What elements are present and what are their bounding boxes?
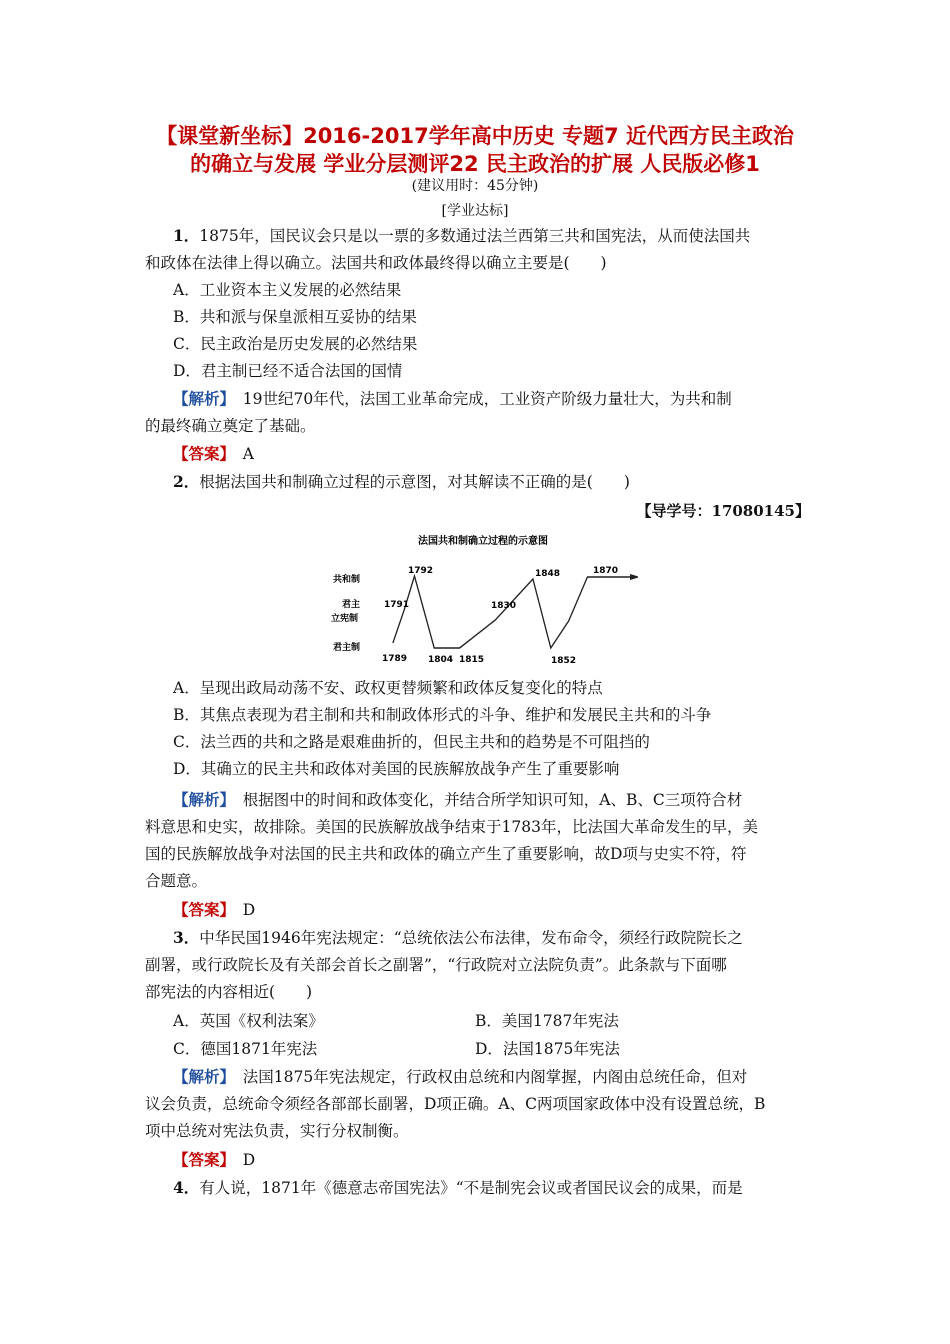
republic-process-diagram (328, 528, 638, 673)
q3-option-d: D．法国1875年宪法 (475, 1040, 620, 1058)
q2-option-d: D．其确立的民主共和政体对美国的民族解放战争产生了重要影响 (173, 760, 620, 778)
q3-text-1: 中华民国1946年宪法规定：“总统依法公布法律，发布命令，须经行政院院长之 (199, 929, 743, 947)
diagram-year-1852: 1852 (551, 656, 577, 666)
q2-option-c: C．法兰西的共和之路是艰难曲折的，但民主共和的趋势是不可阻挡的 (173, 733, 650, 751)
q1-analysis-tag: 【解析】 (173, 389, 228, 408)
q2-analysis-2: 料意思和史实，故排除。美国的民族解放战争结束于1783年，比法国大革命发生的早，美 (145, 818, 758, 836)
q2-answer (173, 900, 838, 920)
q3-answer-value: D (227, 1151, 256, 1169)
q1-answer-value: A (227, 445, 254, 463)
q3-analysis-text-1: 法国1875年宪法规定，行政权由总统和内阁掌握，内阁由总统任命，但对 (227, 1068, 748, 1086)
q2-stem-1 (173, 472, 838, 492)
q2-analysis-4: 合题意。 (145, 872, 208, 890)
q1-stem-2: 和政体在法律上得以确立。法国共和政体最终得以确立主要是( ) (145, 254, 607, 272)
q1-number: 1． (173, 226, 200, 245)
q3-analysis-3: 项中总统对宪法负责，实行分权制衡。 (145, 1122, 409, 1140)
q4-text-1: 有人说，1871年《德意志帝国宪法》“不是制宪会议或者国民议会的成果，而是 (199, 1179, 743, 1197)
q3-option-a: A．英国《权利法案》 (173, 1012, 324, 1030)
section-heading: [学业达标] (441, 203, 509, 219)
q1-analysis-2: 的最终确立奠定了基础。 (145, 417, 316, 435)
diagram-year-1791: 1791 (384, 600, 410, 610)
q4-number: 4． (173, 1178, 200, 1197)
q3-analysis-tag: 【解析】 (173, 1067, 228, 1086)
diagram-row-constitutional-2: 立宪制 (331, 614, 359, 624)
q3-stem-2: 副署，或行政院长及有关部会首长之副署”，“行政院对立法院负责”。此条款与下面哪 (145, 956, 727, 974)
diagram-row-republic: 共和制 (333, 575, 361, 585)
diagram-year-1804: 1804 (428, 655, 454, 665)
q3-number: 3． (173, 928, 200, 947)
q3-option-c: C．德国1871年宪法 (173, 1040, 318, 1058)
q3-stem-1 (173, 928, 838, 948)
q3-analysis-2: 议会负责，总统命令须经各部部长副署，D项正确。A、C两项国家政体中没有设置总统，B (145, 1095, 766, 1113)
q3-answer (173, 1150, 838, 1170)
doc-title-line-1: 【课堂新坐标】2016-2017学年高中历史 专题7 近代西方民主政治 (156, 124, 794, 148)
q2-analysis-text-1: 根据图中的时间和政体变化，并结合所学知识可知，A、B、C三项符合材 (227, 791, 743, 809)
diagram-row-constitutional-1: 君主 (342, 600, 361, 610)
diagram-year-1848: 1848 (535, 569, 561, 579)
diagram-title: 法国共和制确立过程的示意图 (418, 536, 548, 547)
q2-analysis-1 (173, 790, 838, 810)
diagram-year-1789: 1789 (382, 654, 408, 664)
q1-option-a: A．工业资本主义发展的必然结果 (173, 281, 402, 299)
diagram-arrowhead (630, 574, 638, 580)
q1-text-1: 1875年，国民议会只是以一票的多数通过法兰西第三共和国宪法，从而使法国共 (199, 227, 751, 245)
q1-stem-1 (173, 226, 838, 246)
q1-analysis-1 (173, 389, 838, 409)
q3-analysis-1 (173, 1067, 838, 1087)
q2-analysis-tag: 【解析】 (173, 790, 228, 809)
q3-answer-tag: 【答案】 (173, 1150, 228, 1169)
q2-text-1: 根据法国共和制确立过程的示意图，对其解读不正确的是( ) (199, 473, 630, 491)
diagram-year-1830: 1830 (491, 601, 517, 611)
q2-option-a: A．呈现出政局动荡不安、政权更替频繁和政体反复变化的特点 (173, 679, 603, 697)
suggested-time: (建议用时：45分钟) (411, 178, 539, 194)
q1-answer-tag: 【答案】 (173, 444, 228, 463)
diagram-path-line (393, 576, 631, 648)
doc-title-line-2: 的确立与发展 学业分层测评22 民主政治的扩展 人民版必修1 (190, 152, 760, 176)
q2-number: 2． (173, 472, 200, 491)
q3-option-b: B．美国1787年宪法 (475, 1012, 619, 1030)
q2-analysis-3: 国的民族解放战争对法国的民主共和政体的确立产生了重要影响，故D项与史实不符，符 (145, 845, 747, 863)
q1-option-d: D．君主制已经不适合法国的国情 (173, 362, 403, 380)
q1-option-b: B．共和派与保皇派相互妥协的结果 (173, 308, 417, 326)
diagram-year-1792: 1792 (408, 566, 434, 576)
diagram-year-1870: 1870 (593, 566, 619, 576)
q1-analysis-text-1: 19世纪70年代，法国工业革命完成，工业资产阶级力量壮大，为共和制 (227, 390, 732, 408)
q1-option-c: C．民主政治是历史发展的必然结果 (173, 335, 418, 353)
q2-answer-value: D (227, 901, 256, 919)
diagram-year-1815: 1815 (459, 655, 485, 665)
diagram-row-monarchy: 君主制 (333, 643, 361, 653)
q3-stem-3: 部宪法的内容相近( ) (145, 983, 313, 1001)
q2-option-b: B．其焦点表现为君主制和共和制政体形式的斗争、维护和发展民主共和的斗争 (173, 706, 712, 724)
q4-stem-1 (173, 1178, 838, 1198)
q2-guide-number: 【导学号：17080145】 (636, 502, 810, 520)
q2-answer-tag: 【答案】 (173, 900, 228, 919)
q1-answer (173, 444, 838, 464)
